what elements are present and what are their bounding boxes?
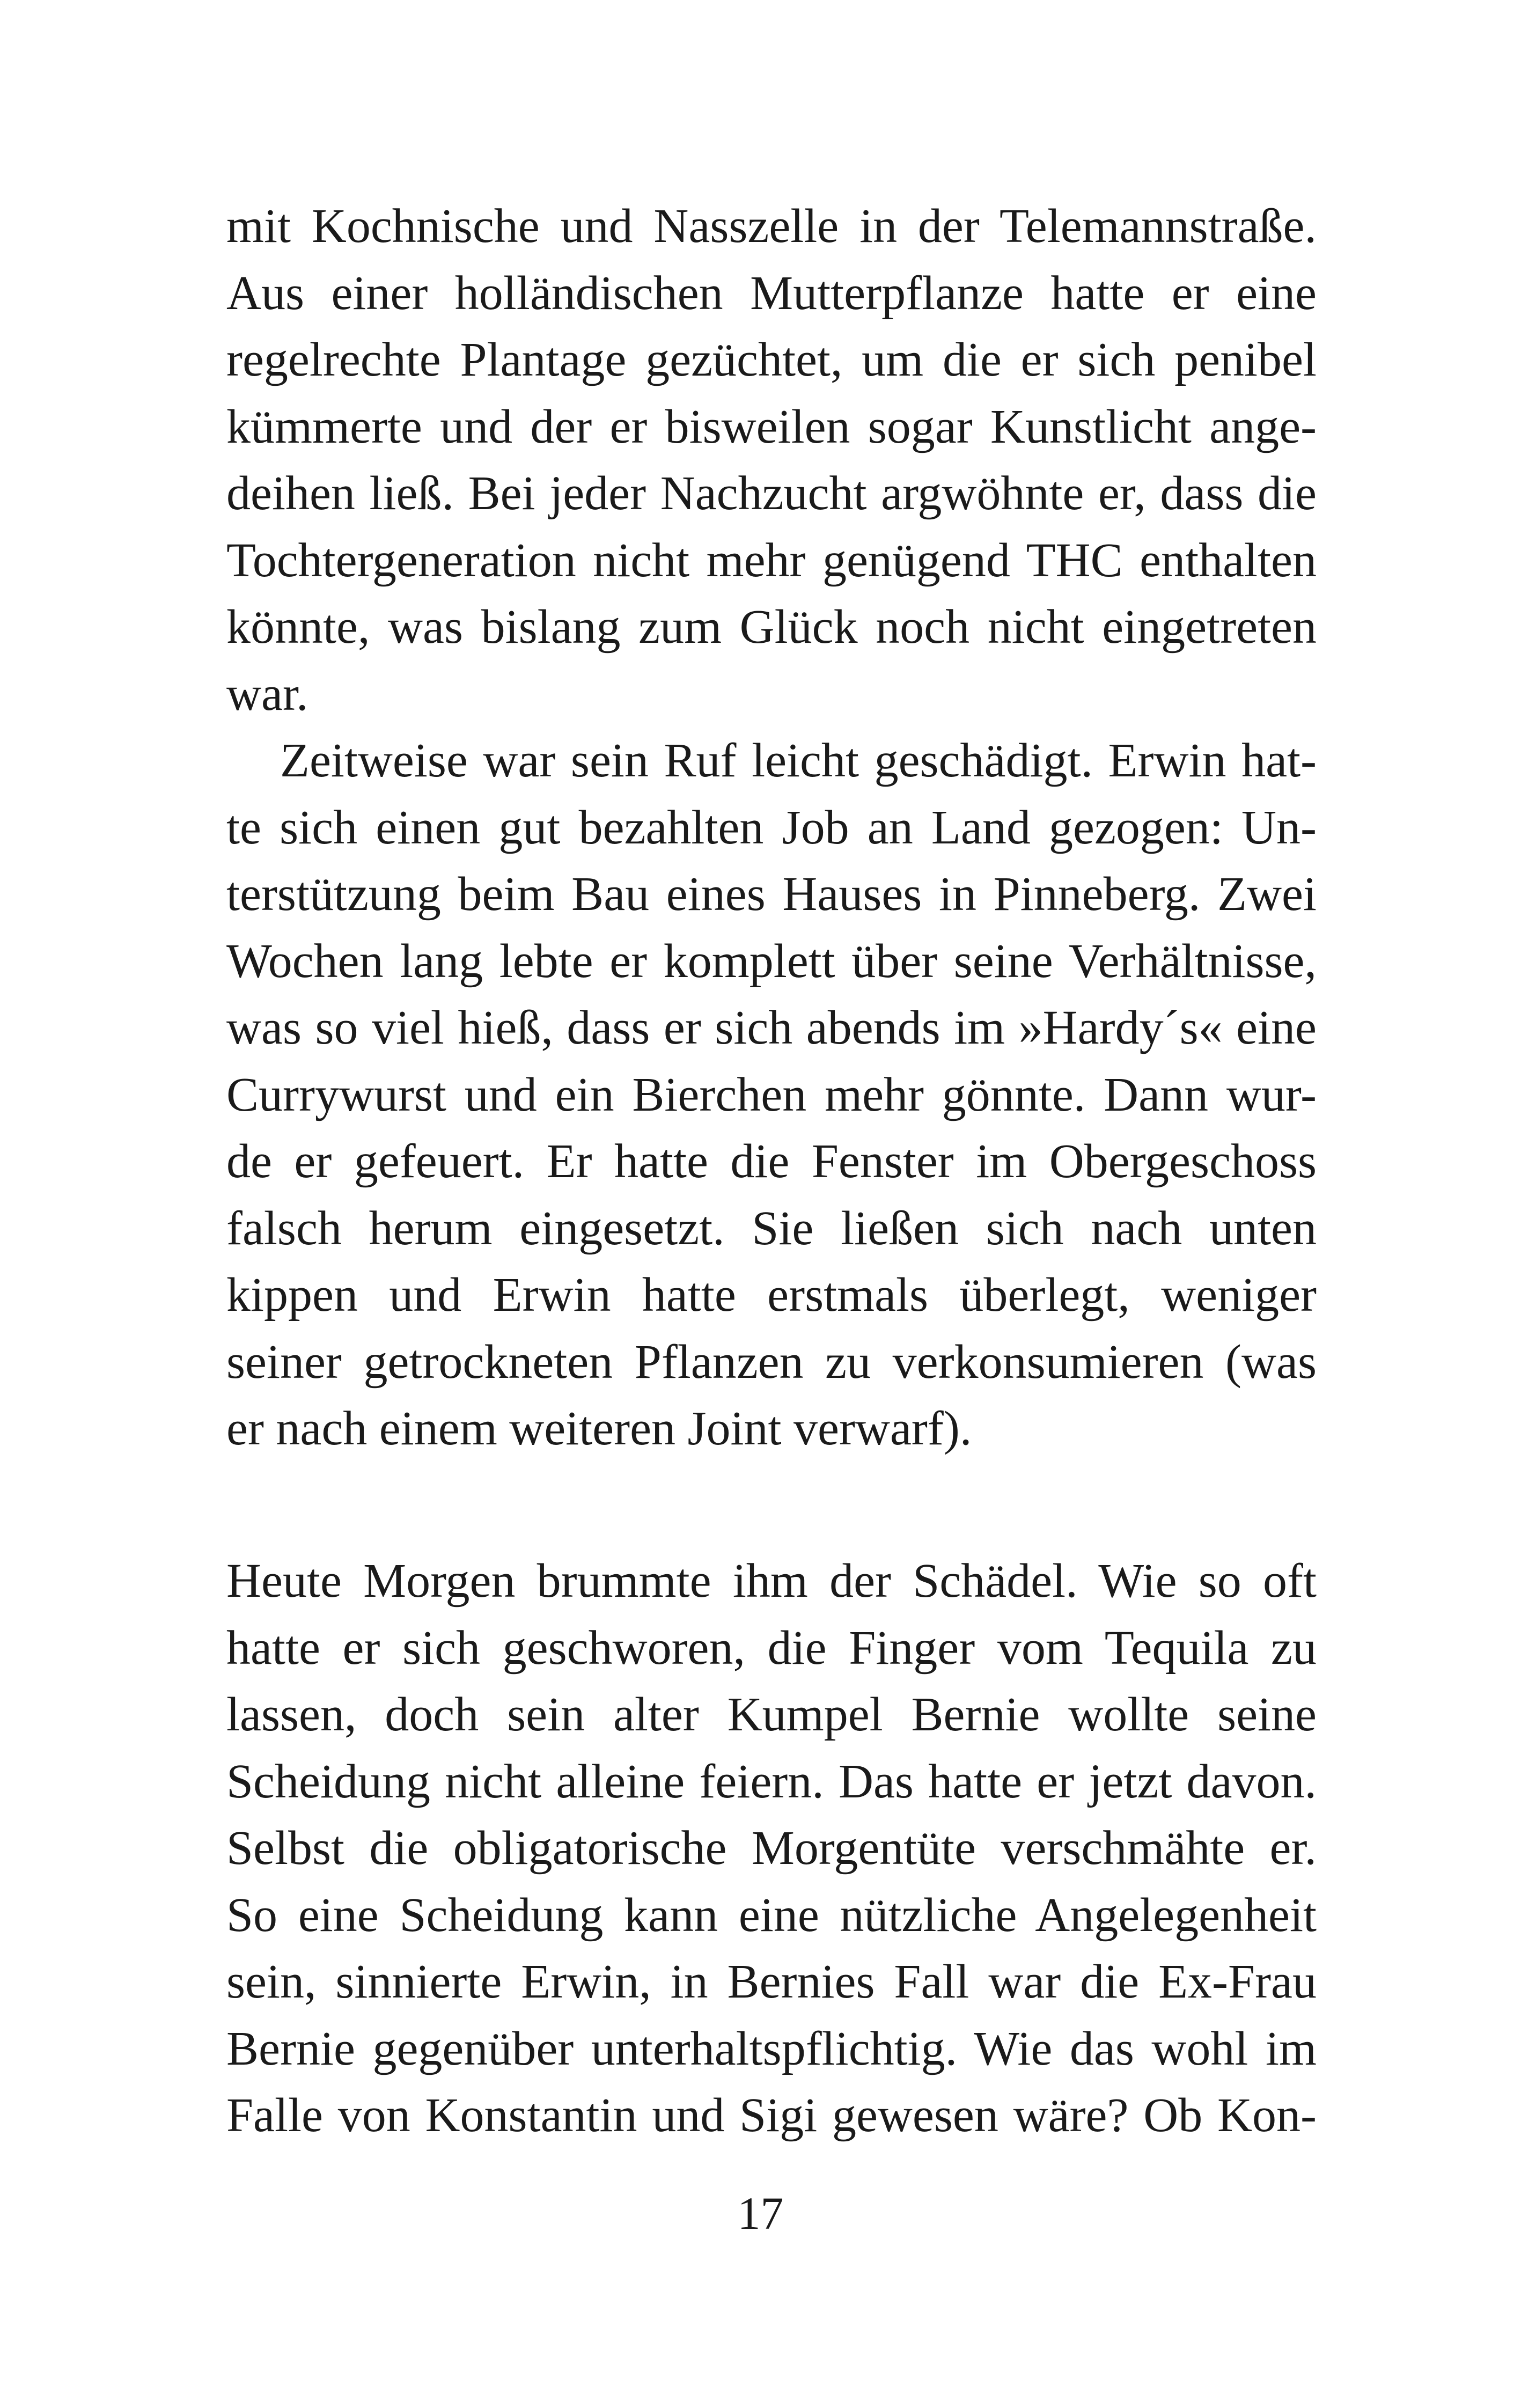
text-line: Aus einer holländischen Mutterpflanze hatte er eine [226, 266, 1317, 320]
text-line: terstützung beim Bau eines Hauses in Pinneberg. Zwei [226, 868, 1317, 921]
text-line: Currywurst und ein Bierchen mehr gönnte. Dann wur- [226, 1068, 1317, 1121]
page-number: 17 [737, 2187, 784, 2239]
text-line: seiner getrockneten Pflanzen zu verkonsumieren (was [226, 1335, 1317, 1389]
text-line: was so viel hieß, dass er sich abends im »Hardy´s« eine [226, 1001, 1317, 1054]
text-line: hatte er sich geschworen, die Finger vom Tequila zu [226, 1621, 1317, 1675]
text-line: könnte, was bislang zum Glück noch nicht eingetreten [226, 600, 1317, 654]
paragraph-2 [226, 728, 1317, 1463]
text-line: falsch herum eingesetzt. Sie ließen sich nach unten [226, 1201, 1317, 1255]
paragraph-3 [226, 1548, 1317, 2149]
text-section-1 [226, 193, 1317, 1463]
text-line: te sich einen gut bezahlten Job an Land gezogen: Un- [226, 801, 1317, 854]
text-line: regelrechte Plantage gezüchtet, um die er sich penibel [226, 333, 1317, 386]
text-line: kippen und Erwin hatte erstmals überlegt, weniger [226, 1268, 1317, 1322]
text-line: Bernie gegenüber unterhaltspflichtig. Wie das wohl im [226, 2022, 1317, 2075]
text-line: kümmerte und der er bisweilen sogar Kunstlicht ange- [226, 400, 1317, 453]
text-line: war. [226, 667, 308, 721]
text-line: mit Kochnische und Nasszelle in der Telemannstraße. [226, 200, 1317, 253]
text-line: Scheidung nicht alleine feiern. Das hatte er jetzt davon. [226, 1754, 1317, 1808]
text-line: de er gefeuert. Er hatte die Fenster im Obergeschoss [226, 1135, 1317, 1188]
text-line: lassen, doch sein alter Kumpel Bernie wollte seine [226, 1688, 1317, 1741]
text-line: er nach einem weiteren Joint verwarf). [226, 1402, 972, 1455]
text-line: Zeitweise war sein Ruf leicht geschädigt. Erwin hat- [280, 734, 1317, 787]
text-line: Tochtergeneration nicht mehr genügend THC enthalten [226, 533, 1317, 587]
text-line: Selbst die obligatorische Morgentüte verschmähte er. [226, 1822, 1317, 1875]
text-line: So eine Scheidung kann eine nützliche Angelegenheit [226, 1888, 1317, 1942]
text-line: deihen ließ. Bei jeder Nachzucht argwöhnte er, dass die [226, 467, 1317, 520]
text-line: sein, sinnierte Erwin, in Bernies Fall war die Ex-Frau [226, 1955, 1317, 2008]
text-line: Heute Morgen brummte ihm der Schädel. Wie so oft [226, 1554, 1317, 1607]
text-line: Wochen lang lebte er komplett über seine Verhältnisse, [226, 934, 1317, 988]
text-section-2 [226, 1548, 1317, 2149]
text-line: Falle von Konstantin und Sigi gewesen wäre? Ob Kon- [226, 2089, 1317, 2142]
paragraph-1 [226, 193, 1317, 728]
